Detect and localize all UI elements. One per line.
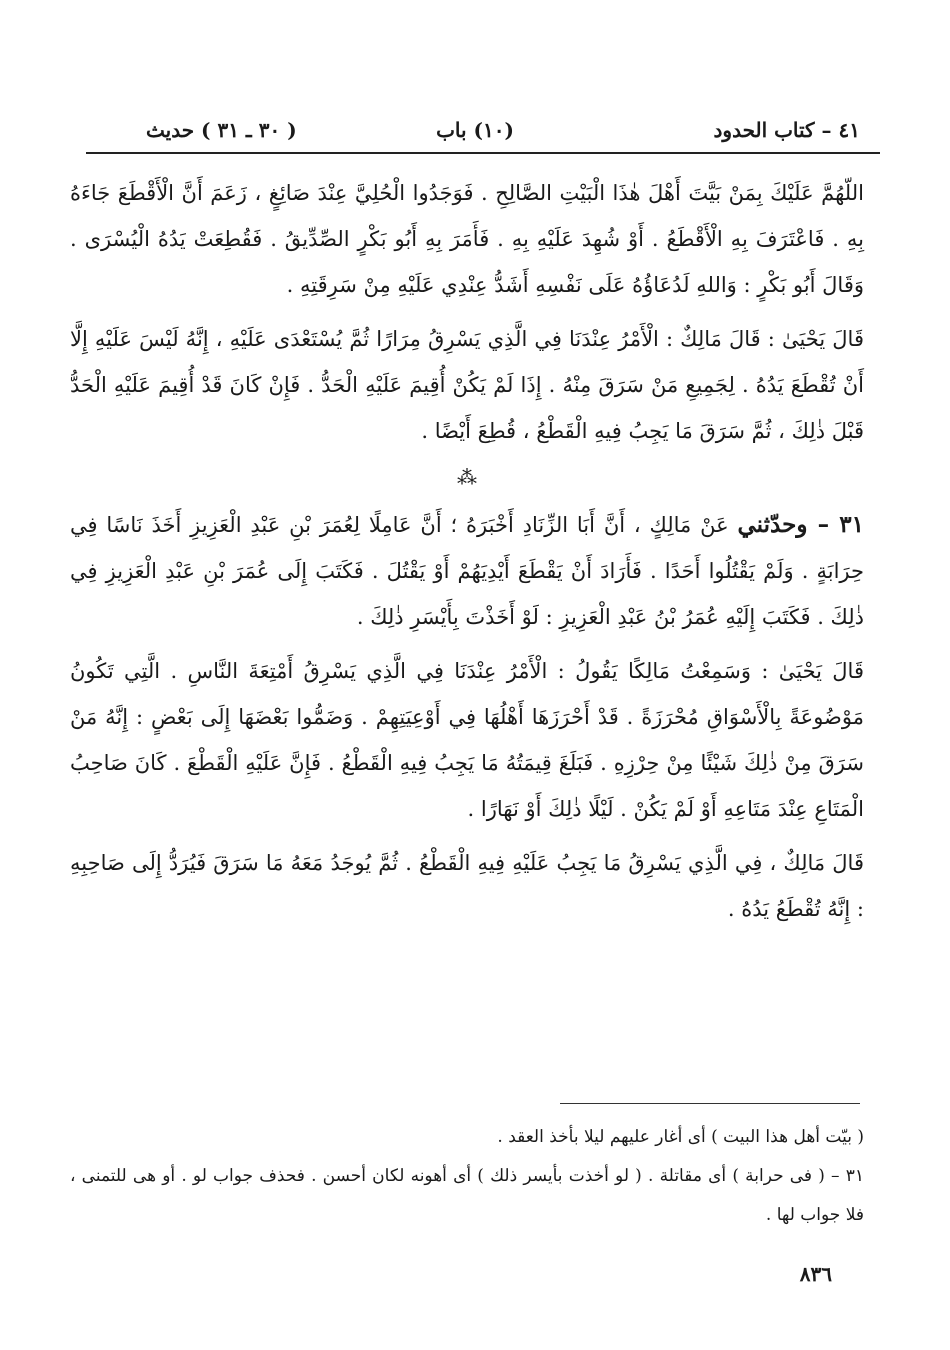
hadith-31-lead: ٣١ – وحدّثني bbox=[737, 511, 864, 538]
page-number: ٨٣٦ bbox=[799, 1262, 832, 1286]
paragraph-yahya-malik: قَالَ يَحْيَىٰ : قَالَ مَالِكٌ : الْأَمْرُ عِنْدَنَا فِي الَّذِي يَسْرِقُ مِرَارًا ثُمَّ يُسْتَعْدَى عَلَيْهِ ، إِنَّهُ لَيْسَ عَلَيْهِ إِلَّا أَنْ تُقْطَعَ يَدُهُ . لِجَمِيعِ مَنْ سَرَقَ مِنْهُ . إِذَا لَمْ يَكُنْ أُقِيمَ عَلَيْهِ الْحَدُّ . فَإِنْ كَانَ قَدْ أُقِيمَ عَلَيْهِ الْحَدُّ قَبْلَ ذٰلِكَ ، ثُمَّ سَرَقَ مَا يَجِبُ فِيهِ الْقَطْعُ ، قُطِعَ أَيْضًا . bbox=[70, 327, 864, 443]
chapter-label: (١٠) باب bbox=[436, 118, 514, 142]
footnote-rule bbox=[560, 1103, 860, 1104]
paragraph-returned-goods: قَالَ مَالِكٌ ، فِي الَّذِي يَسْرِقُ مَا يَجِبُ عَلَيْهِ فِيهِ الْقَطْعُ . ثُمَّ يُوجَدُ مَعَهُ مَا سَرَقَ فَيُرَدُّ إِلَى صَاحِبِهِ : إِنَّهُ تُقْطَعُ يَدُهُ . bbox=[70, 851, 864, 921]
hadith-range: ( ٣٠ ـ ٣١ ) حديث bbox=[146, 118, 297, 142]
footnote-2: ٣١ – ( فى حرابة ) أى مقاتلة . ( لو أخذت بأيسر ذلك ) أى أهونه لكان أحسن . فحذف جواب لو . أو هى للتمنى ، فلا جواب لها . bbox=[70, 1166, 864, 1225]
section-separator: ⁂ bbox=[457, 465, 477, 489]
main-text bbox=[70, 170, 864, 940]
header-rule bbox=[86, 152, 880, 154]
running-header bbox=[86, 118, 864, 154]
book-title: ٤١ – كتاب الحدود bbox=[713, 118, 860, 142]
hadith-31 bbox=[70, 502, 864, 640]
hadith-31-text: عَنْ مَالِكٍ ، أَنَّ أَبَا الزِّنَادِ أَخْبَرَهُ ؛ أَنَّ عَامِلًا لِعُمَرَ بْنِ عَبْدِ الْعَزِيزِ أَخَذَ نَاسًا فِي حِرَابَةٍ . وَلَمْ يَقْتُلُوا أَحَدًا . فَأَرَادَ أَنْ يَقْطَعَ أَيْدِيَهُمْ أَوْ يَقْتُلَ . فَكَتَبَ إِلَى عُمَرَ بْنِ عَبْدِ الْعَزِيزِ فِي ذٰلِكَ . فَكَتَبَ إِلَيْهِ عُمَرُ بْنُ عَبْدِ الْعَزِيزِ : لَوْ أَخَذْتَ بِأَيْسَرِ ذٰلِكَ . bbox=[70, 513, 864, 629]
footnotes bbox=[70, 1118, 864, 1235]
paragraph-market-goods: قَالَ يَحْيَىٰ : وَسَمِعْتُ مَالِكًا يَقُولُ : الْأَمْرُ عِنْدَنَا فِي الَّذِي يَسْرِقُ أَمْتِعَةَ النَّاسِ . الَّتِي تَكُونُ مَوْضُوعَةً بِالْأَسْوَاقِ مُحْرَزَةً . قَدْ أَحْرَزَهَا أَهْلُهَا فِي أَوْعِيَتِهِمْ . وَضَمُّوا بَعْضَهَا إِلَى بَعْضٍ : إِنَّهُ مَنْ سَرَقَ مِنْ ذٰلِكَ شَيْئًا مِنْ حِرْزِهِ . فَبَلَغَ قِيمَتُهُ مَا يَجِبُ فِيهِ الْقَطْعُ . فَإِنَّ عَلَيْهِ الْقَطْعَ . كَانَ صَاحِبُ الْمَتَاعِ عِنْدَ مَتَاعِهِ أَوْ لَمْ يَكُنْ . لَيْلًا ذٰلِكَ أَوْ نَهَارًا . bbox=[70, 659, 864, 821]
paragraph-continuation: اللّهُمَّ عَلَيْكَ بِمَنْ بَيَّتَ أَهْلَ هٰذَا الْبَيْتِ الصَّالِحِ . فَوَجَدُوا الْحُلِيَّ عِنْدَ صَائِغٍ ، زَعَمَ أَنَّ الْأَقْطَعَ جَاءَهُ بِهِ . فَاعْتَرَفَ بِهِ الْأَقْطَعُ . أَوْ شُهِدَ عَلَيْهِ بِهِ . فَأَمَرَ بِهِ أَبُو بَكْرٍ الصِّدِّيقُ . فَقُطِعَتْ يَدُهُ الْيُسْرَى . وَقَالَ أَبُو بَكْرٍ : وَاللهِ لَدُعَاؤُهُ عَلَى نَفْسِهِ أَشَدُّ عِنْدِي عَلَيْهِ مِنْ سَرِقَتِهِ . bbox=[70, 181, 864, 297]
footnote-1: ( بيّت أهل هذا البيت ) أى أغار عليهم ليلا بأخذ العقد . bbox=[497, 1127, 864, 1147]
